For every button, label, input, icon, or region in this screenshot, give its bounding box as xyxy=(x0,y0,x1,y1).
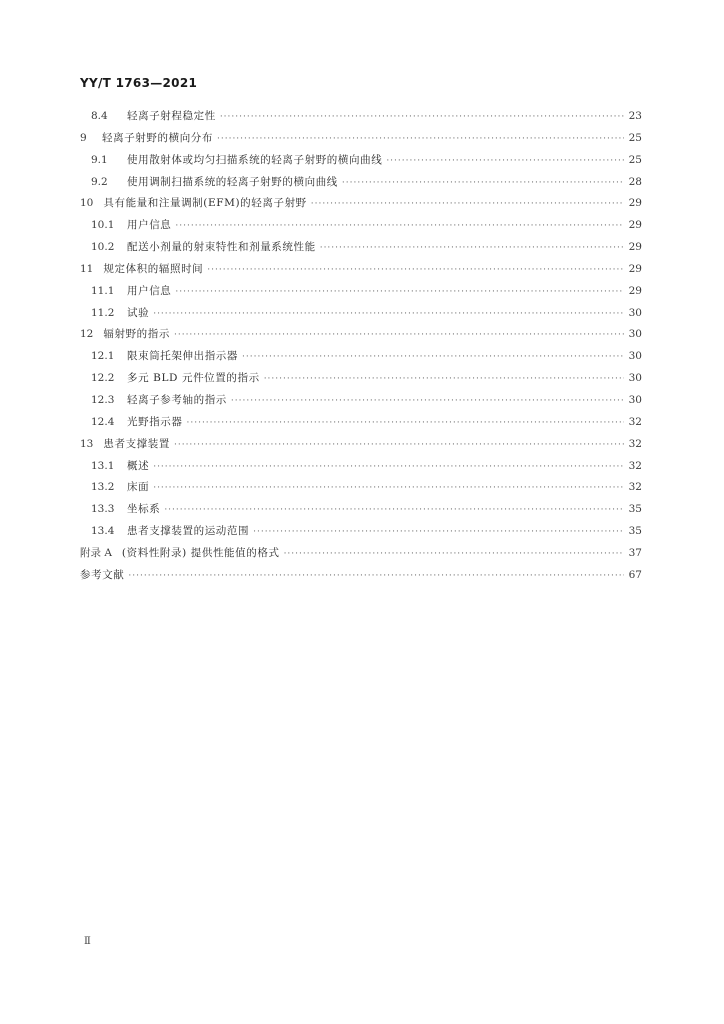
toc-entry[interactable] xyxy=(80,193,642,215)
toc-entry-title: 患者支撑装置 xyxy=(103,437,170,450)
toc-entry[interactable] xyxy=(80,412,642,434)
toc-entry-number: 11 xyxy=(80,262,94,275)
toc-entry-title: 辐射野的指示 xyxy=(103,328,170,341)
toc-entry-title: 轻离子射程稳定性 xyxy=(127,110,216,122)
toc-entry-page-number: 28 xyxy=(628,175,642,188)
toc-entry-title: 患者支撑装置的运动范围 xyxy=(127,525,250,538)
toc-dot-leader xyxy=(153,457,624,479)
toc-entry-number: 10.1 xyxy=(91,219,115,232)
toc-dot-leader xyxy=(311,194,624,216)
toc-entry-page-number: 29 xyxy=(628,262,642,275)
toc-entry-number: 12.4 xyxy=(91,415,115,428)
toc-entry-page-number: 30 xyxy=(628,350,642,363)
toc-dot-leader xyxy=(164,500,624,522)
page-number: Ⅱ xyxy=(84,936,91,947)
toc-entry[interactable] xyxy=(80,128,642,150)
toc-entry-title: 使用散射体或均匀扫描系统的轻离子射野的横向曲线 xyxy=(127,153,383,166)
toc-entry[interactable] xyxy=(80,477,642,499)
toc-entry[interactable] xyxy=(80,565,642,587)
toc-entry-title: 床面 xyxy=(127,481,150,494)
table-of-contents xyxy=(80,106,642,587)
toc-entry-title: 轻离子射野的横向分布 xyxy=(102,131,213,144)
toc-entry-title: 规定体积的辐照时间 xyxy=(103,262,204,275)
toc-dot-leader xyxy=(174,325,624,347)
toc-dot-leader xyxy=(174,435,624,457)
toc-entry[interactable] xyxy=(80,324,642,346)
toc-entry-title: 参考文献 xyxy=(80,568,125,581)
toc-entry[interactable] xyxy=(80,390,642,412)
toc-entry-page-number: 32 xyxy=(628,437,642,450)
toc-dot-leader xyxy=(220,107,624,129)
toc-dot-leader xyxy=(175,216,624,238)
toc-entry-page-number: 25 xyxy=(628,153,642,166)
toc-entry-number: 11.1 xyxy=(91,284,115,297)
toc-entry-page-number: 35 xyxy=(628,503,642,516)
toc-entry-title: 坐标系 xyxy=(127,503,161,516)
toc-entry-number: 13.2 xyxy=(91,481,115,494)
toc-entry-page-number: 32 xyxy=(628,481,642,494)
toc-entry-page-number: 32 xyxy=(628,459,642,472)
toc-entry[interactable] xyxy=(80,346,642,368)
toc-dot-leader xyxy=(207,260,624,282)
toc-dot-leader xyxy=(153,304,624,326)
toc-entry[interactable] xyxy=(80,172,642,194)
toc-entry-number: 9.2 xyxy=(91,175,108,188)
toc-dot-leader xyxy=(320,238,624,260)
toc-entry-title: 配送小剂量的射束特性和剂量系统性能 xyxy=(127,241,316,254)
toc-dot-leader xyxy=(253,522,624,544)
toc-entry[interactable] xyxy=(80,456,642,478)
toc-entry[interactable] xyxy=(80,368,642,390)
toc-dot-leader xyxy=(175,282,624,304)
toc-dot-leader xyxy=(217,129,624,151)
toc-dot-leader xyxy=(264,369,624,391)
toc-entry[interactable] xyxy=(80,106,642,128)
toc-entry-page-number: 30 xyxy=(628,328,642,341)
toc-entry-title: 概述 xyxy=(127,459,150,472)
toc-entry-number: 附录 A xyxy=(80,546,112,559)
toc-entry[interactable] xyxy=(80,259,642,281)
toc-entry-page-number: 30 xyxy=(628,372,642,385)
toc-entry-title: 用户信息 xyxy=(127,219,172,232)
toc-entry-page-number: 25 xyxy=(628,131,642,144)
toc-dot-leader xyxy=(187,413,625,435)
toc-entry-number: 13 xyxy=(80,437,94,450)
toc-dot-leader xyxy=(128,566,624,588)
toc-entry-title: 轻离子参考轴的指示 xyxy=(127,393,227,406)
toc-entry-page-number: 30 xyxy=(628,306,642,319)
toc-dot-leader xyxy=(242,347,624,369)
toc-entry-title: 使用调制扫描系统的轻离子射野的横向曲线 xyxy=(127,175,338,188)
toc-dot-leader xyxy=(342,173,624,195)
toc-entry[interactable] xyxy=(80,150,642,172)
toc-entry-title: 多元 BLD 元件位置的指示 xyxy=(127,372,260,385)
toc-entry-number: 13.1 xyxy=(91,459,115,472)
toc-entry-title: 用户信息 xyxy=(127,284,172,297)
toc-dot-leader xyxy=(284,544,624,566)
toc-entry-number: 10.2 xyxy=(91,241,115,254)
toc-entry-title: 具有能量和注量调制(EFM)的轻离子射野 xyxy=(103,197,307,210)
toc-dot-leader xyxy=(231,391,624,413)
toc-entry[interactable] xyxy=(80,215,642,237)
toc-entry-page-number: 29 xyxy=(628,284,642,297)
toc-entry[interactable] xyxy=(80,434,642,456)
toc-entry[interactable] xyxy=(80,281,642,303)
toc-entry-title: 限束筒托架伸出指示器 xyxy=(127,350,238,363)
standard-code-header: YY/T 1763—2021 xyxy=(80,76,198,90)
toc-entry-title: 光野指示器 xyxy=(127,415,183,428)
toc-entry-number: 9 xyxy=(80,131,87,144)
toc-entry[interactable] xyxy=(80,499,642,521)
toc-entry-page-number: 32 xyxy=(628,415,642,428)
toc-entry-page-number: 29 xyxy=(628,219,642,232)
toc-entry[interactable] xyxy=(80,303,642,325)
toc-entry-number: 10 xyxy=(80,197,94,210)
toc-dot-leader xyxy=(386,151,624,173)
toc-entry-page-number: 30 xyxy=(628,393,642,406)
toc-dot-leader xyxy=(153,478,624,500)
toc-entry[interactable] xyxy=(80,543,642,565)
toc-entry-page-number: 35 xyxy=(628,525,642,538)
toc-entry-title: 试验 xyxy=(127,306,150,319)
toc-entry-number: 12.3 xyxy=(91,393,115,406)
toc-entry-number: 8.4 xyxy=(91,110,108,122)
toc-entry-page-number: 29 xyxy=(628,241,642,254)
toc-entry-number: 12 xyxy=(80,328,94,341)
toc-entry-page-number: 29 xyxy=(628,197,642,210)
toc-entry-page-number: 67 xyxy=(628,568,642,581)
toc-entry[interactable] xyxy=(80,521,642,543)
toc-entry-number: 12.2 xyxy=(91,372,115,385)
toc-entry-number: 13.4 xyxy=(91,525,115,538)
toc-entry-number: 13.3 xyxy=(91,503,115,516)
toc-entry-title: (资料性附录) 提供性能值的格式 xyxy=(121,546,280,559)
toc-entry[interactable] xyxy=(80,237,642,259)
toc-entry-page-number: 37 xyxy=(628,546,642,559)
toc-entry-number: 11.2 xyxy=(91,306,115,319)
toc-entry-number: 12.1 xyxy=(91,350,115,363)
toc-entry-page-number: 23 xyxy=(628,110,642,122)
toc-entry-number: 9.1 xyxy=(91,153,108,166)
